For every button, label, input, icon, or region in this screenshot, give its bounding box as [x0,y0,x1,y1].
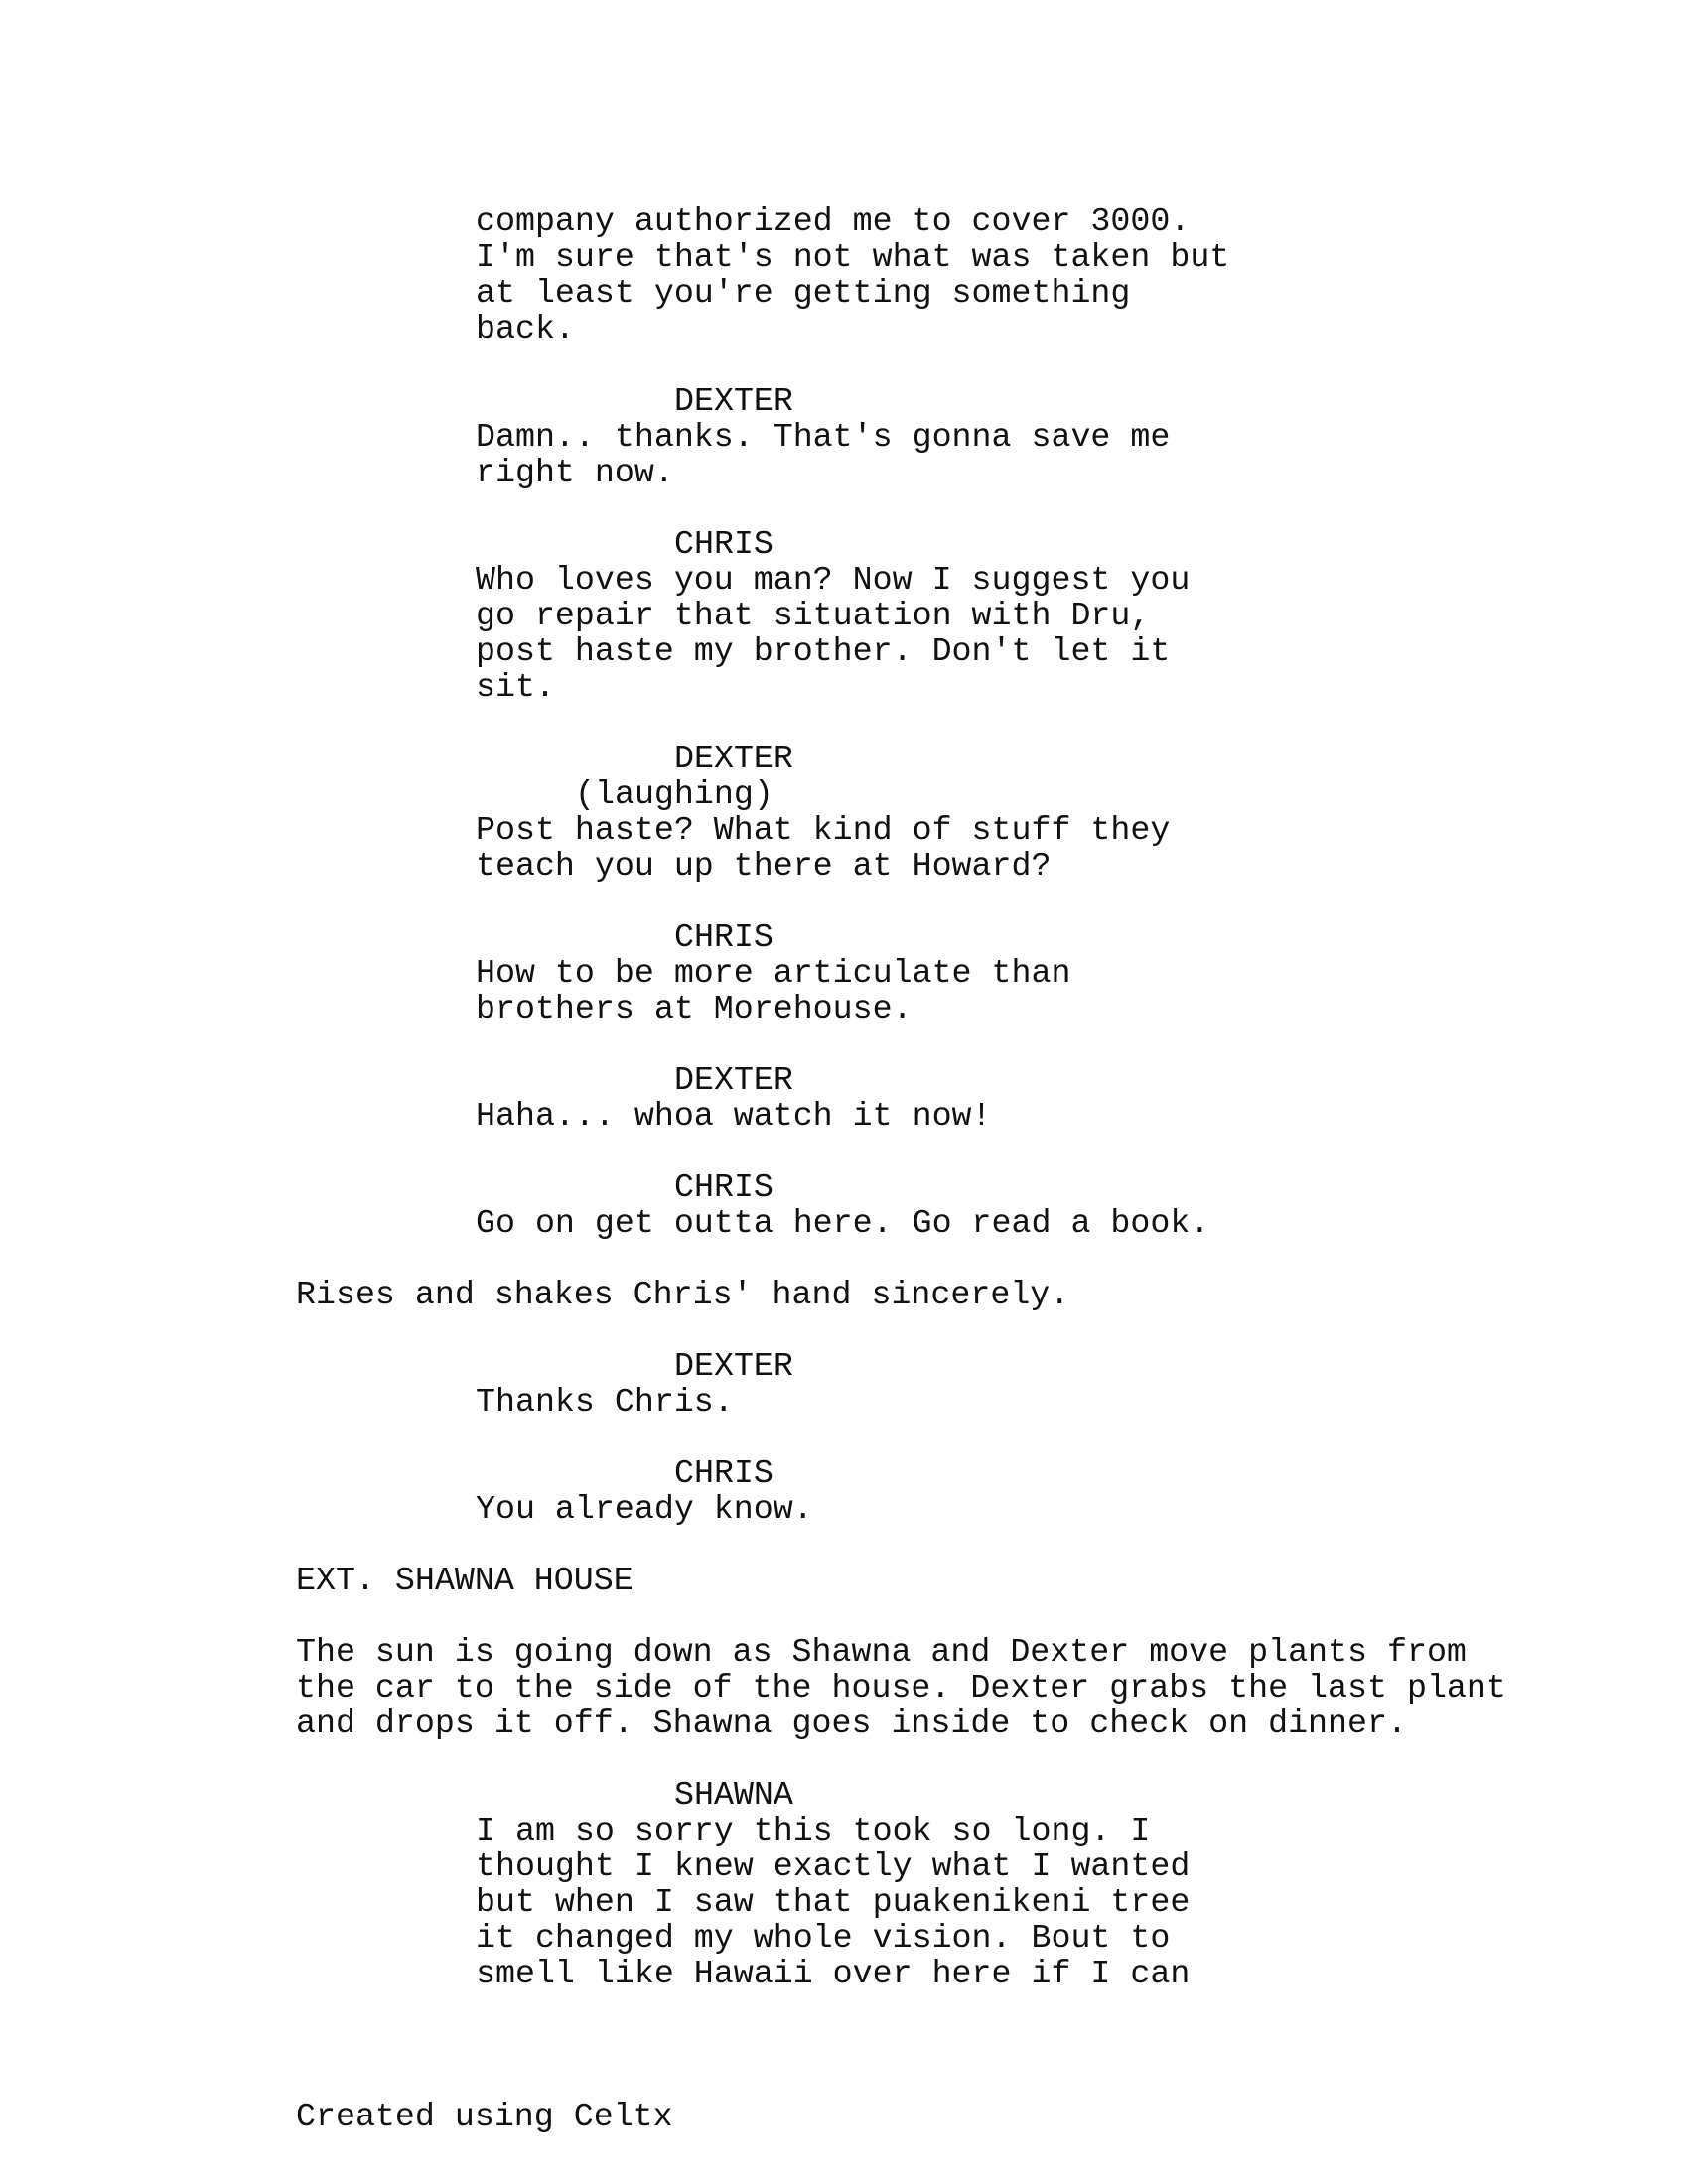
action-block: The sun is going down as Shawna and Dexter move plants from the car to the side of the house. Dexter grabs the last plant and drops it off. Shawna goes inside to check on dinner. [296,1633,1506,1742]
character-name: DEXTER [674,382,793,420]
dialogue-block: You already know. [476,1490,813,1528]
scene-heading: EXT. SHAWNA HOUSE [296,1562,633,1599]
character-name: CHRIS [674,525,774,563]
dialogue-block: Haha... whoa watch it now! [476,1097,992,1135]
character-name: DEXTER [674,1061,793,1099]
character-name: SHAWNA [674,1776,793,1814]
character-name: CHRIS [674,918,774,956]
dialogue-block: Post haste? What kind of stuff they teach you up there at Howard? [476,811,1171,885]
dialogue-block: Thanks Chris. [476,1383,734,1421]
character-name: DEXTER [674,1347,793,1385]
action-line: Rises and shakes Chris' hand sincerely. [296,1276,1070,1313]
dialogue-block: company authorized me to cover 3000. I'm sure that's not what was taken but at least you're getting something back. [476,203,1230,347]
character-name: CHRIS [674,1168,774,1206]
dialogue-block: How to be more articulate than brothers at Morehouse. [476,954,1071,1027]
character-name: CHRIS [674,1454,774,1492]
dialogue-block: I am so sorry this took so long. I thought I knew exactly what I wanted but when I saw that puakenikeni tree it changed my whole vision. Bout to smell like Hawaii over here if I can [476,1812,1191,1992]
character-name: DEXTER [674,740,793,777]
dialogue-block: Who loves you man? Now I suggest you go repair that situation with Dru, post haste my brother. Don't let it sit. [476,561,1191,706]
page-footer: Created using Celtx [296,2098,673,2135]
dialogue-block: Go on get outta here. Go read a book. [476,1204,1210,1242]
dialogue-block: Damn.. thanks. That's gonna save me right now. [476,418,1171,491]
parenthetical: (laughing) [575,775,774,813]
